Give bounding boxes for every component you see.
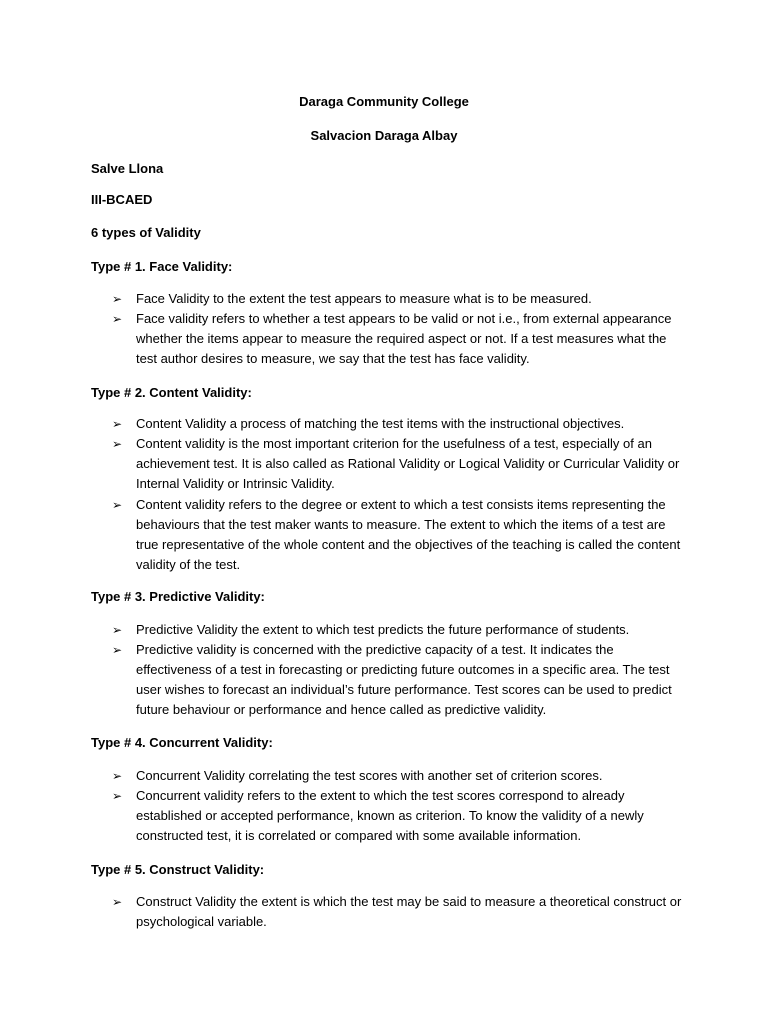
bullet-line: Content validity is the most important criterion for the usefulness of a test, especially of an (136, 436, 652, 451)
bullet-line: test author desires to measure, we say that the test has face validity. (136, 351, 530, 366)
list-item (112, 495, 681, 575)
bullet-line: Construct Validity the extent is which the test may be said to measure a theoretical construct or (136, 894, 682, 909)
list-item (112, 414, 672, 434)
student-section: III-BCAED (91, 192, 153, 207)
list-item (112, 766, 672, 786)
bullet-line: future behaviour or performance and hence called as predictive validity. (136, 702, 547, 717)
section-heading: Type # 2. Content Validity: (91, 385, 252, 400)
bullet-line: true representative of the whole content and the objectives of the teaching is called the content (136, 537, 681, 552)
bullet-line: established or accepted performance, known as criterion. To know the validity of a newly (136, 808, 644, 823)
arrow-bullet-icon: ➢ (112, 312, 123, 326)
arrow-bullet-icon: ➢ (112, 643, 123, 657)
bullet-line: constructed test, it is correlated or compared with some available information. (136, 828, 582, 843)
bullet-line: effectiveness of a test in forecasting or predicting future outcomes in a specific area. The test (136, 662, 670, 677)
bullet-line: Concurrent validity refers to the extent to which the test scores correspond to already (136, 788, 625, 803)
list-item (112, 434, 680, 494)
list-item (112, 620, 672, 640)
bullet-line: Face validity refers to whether a test appears to be valid or not i.e., from external appearance (136, 311, 672, 326)
bullet-line: psychological variable. (136, 914, 267, 929)
bullet-line: Content validity refers to the degree or extent to which a test consists items representing the (136, 497, 666, 512)
list-item (112, 786, 672, 846)
bullet-line: Face Validity to the extent the test appears to measure what is to be measured. (136, 291, 592, 306)
bullet-line: Concurrent Validity correlating the test scores with another set of criterion scores. (136, 768, 603, 783)
bullet-line: whether the items appear to measure the required aspect or not. If a test measures what the (136, 331, 667, 346)
list-item (112, 289, 672, 309)
section-heading: Type # 4. Concurrent Validity: (91, 735, 273, 750)
section-heading: Type # 3. Predictive Validity: (91, 589, 265, 604)
bullet-line: Predictive validity is concerned with the predictive capacity of a test. It indicates the (136, 642, 614, 657)
list-item (112, 640, 672, 720)
bullet-line: Content Validity a process of matching the test items with the instructional objectives. (136, 416, 625, 431)
section-heading: Type # 5. Construct Validity: (91, 862, 265, 877)
bullet-line: behaviours that the test maker wants to measure. The extent to which the items of a test are (136, 517, 666, 532)
document-title: 6 types of Validity (91, 225, 201, 240)
arrow-bullet-icon: ➢ (112, 498, 123, 512)
student-name: Salve Llona (91, 161, 164, 176)
college-name: Daraga Community College (299, 94, 469, 109)
bullet-line: Internal Validity or Intrinsic Validity. (136, 476, 335, 491)
list-item (112, 309, 672, 369)
bullet-line: Predictive Validity the extent to which test predicts the future performance of students. (136, 622, 630, 637)
college-address: Salvacion Daraga Albay (310, 128, 458, 143)
arrow-bullet-icon: ➢ (112, 789, 123, 803)
arrow-bullet-icon: ➢ (112, 292, 123, 306)
arrow-bullet-icon: ➢ (112, 623, 123, 637)
list-item (112, 892, 682, 932)
section-heading: Type # 1. Face Validity: (91, 259, 233, 274)
arrow-bullet-icon: ➢ (112, 769, 123, 783)
arrow-bullet-icon: ➢ (112, 437, 123, 451)
arrow-bullet-icon: ➢ (112, 895, 123, 909)
bullet-line: user wishes to forecast an individual’s future performance. Test scores can be used to predict (136, 682, 672, 697)
arrow-bullet-icon: ➢ (112, 417, 123, 431)
bullet-line: validity of the test. (136, 557, 241, 572)
bullet-line: achievement test. It is also called as Rational Validity or Logical Validity or Curricular Validity or (136, 456, 680, 471)
